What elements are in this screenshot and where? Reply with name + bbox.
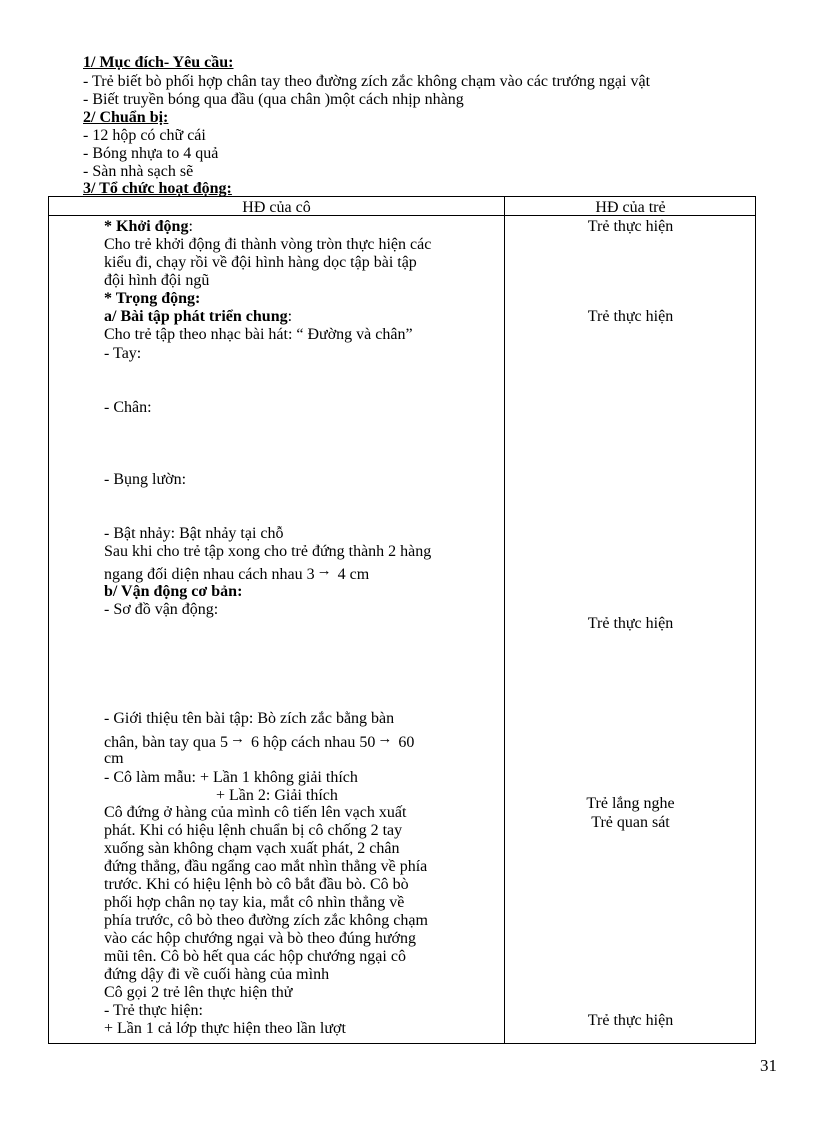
exercise-chan: - Chân: — [104, 399, 152, 416]
gioi-thieu-text-a: chân, bàn tay qua 5 — [104, 734, 228, 751]
muc-dich-item-1: - Trẻ biết bò phối hợp chân tay theo đường zích zắc không chạm vào các trướng ngại vật — [83, 73, 651, 90]
co-lam-mau-line-1: - Cô làm mẫu: + Lần 1 không giải thích — [104, 769, 358, 786]
section-title-chuan-bi: 2/ Chuẩn bị: — [83, 109, 169, 126]
co-lam-mau-line-2: + Lần 2: Giải thích — [216, 787, 338, 804]
giai-thich-line-2: phát. Khi có hiệu lệnh chuẩn bị cô chống 2 tay — [104, 822, 403, 839]
giai-thich-line-10: đứng dậy đi về cuối hàng của mình — [104, 966, 330, 983]
exercise-tay: - Tay: — [104, 345, 142, 362]
arrow-right-icon: → — [377, 731, 393, 747]
gioi-thieu-line-2 — [104, 731, 414, 751]
khoi-dong-title: * Khởi động — [104, 218, 189, 235]
giai-thich-line-6: phối hợp chân nọ tay kia, mắt cô nhìn thẳng về — [104, 894, 405, 911]
trong-dong-heading: * Trọng động: — [104, 290, 201, 307]
activity-table — [48, 196, 756, 1044]
child-activity-4b: Trẻ quan sát — [591, 814, 670, 831]
giai-thich-line-4: đứng thẳng, đầu ngẩng cao mắt nhìn thẳng về phía — [104, 858, 428, 875]
bai-tap-intro: Cho trẻ tập theo nhạc bài hát: “ Đường và chân” — [104, 326, 413, 343]
col-header-children: HĐ của trẻ — [595, 199, 666, 216]
chuan-bi-item-3: - Sàn nhà sạch sẽ — [83, 163, 194, 180]
gioi-thieu-line-1: - Giới thiệu tên bài tập: Bò zích zắc bằng bàn — [104, 710, 395, 727]
child-activity-5: Trẻ thực hiện — [587, 1012, 674, 1029]
khoi-dong-line-2: kiểu đi, chạy rồi về đội hình hàng dọc tập bài tập — [104, 254, 417, 271]
tre-thuc-hien-heading: - Trẻ thực hiện: — [104, 1002, 203, 1019]
chuan-bi-item-1: - 12 hộp có chữ cái — [83, 127, 206, 144]
gioi-thieu-text-b: 6 hộp cách nhau 50 — [246, 734, 376, 751]
sau-khi-line-1: Sau khi cho trẻ tập xong cho trẻ đứng thành 2 hàng — [104, 543, 432, 560]
chuan-bi-item-2: - Bóng nhựa to 4 quả — [83, 145, 219, 162]
khoi-dong-heading — [104, 218, 193, 235]
giai-thich-line-8: vào các hộp chướng ngại và bò theo đúng hướng — [104, 930, 416, 947]
gioi-thieu-text-c: 60 — [394, 734, 415, 751]
so-do-van-dong: - Sơ đồ vận động: — [104, 601, 219, 618]
khoi-dong-line-1: Cho trẻ khởi động đi thành vòng tròn thực hiện các — [104, 236, 432, 253]
bai-tap-heading — [104, 308, 292, 325]
child-activity-4a: Trẻ lắng nghe — [586, 795, 675, 812]
sau-khi-line-2 — [104, 563, 369, 583]
section-title-to-chuc: 3/ Tổ chức hoạt động: — [83, 180, 232, 197]
khoi-dong-line-3: đội hình đội ngũ — [104, 272, 210, 289]
bai-tap-colon: : — [287, 308, 293, 325]
khoi-dong-colon: : — [188, 218, 193, 235]
co-goi-tre: Cô gọi 2 trẻ lên thực hiện thử — [104, 984, 293, 1001]
section-title-muc-dich: 1/ Mục đích- Yêu cầu: — [83, 54, 234, 71]
lan-1-line: + Lần 1 cả lớp thực hiện theo lần lượt — [104, 1020, 346, 1037]
page-number: 31 — [760, 1056, 777, 1075]
giai-thich-line-7: phía trước, cô bò theo đường zích zắc không chạm — [104, 912, 428, 929]
muc-dich-item-2: - Biết truyền bóng qua đầu (qua chân )một cách nhịp nhàng — [83, 91, 464, 108]
giai-thich-line-3: xuống sàn không chạm vạch xuất phát, 2 chân — [104, 840, 400, 857]
exercise-bat-nhay: - Bật nhảy: Bật nhảy tại chỗ — [104, 525, 284, 542]
van-dong-co-ban-heading: b/ Vận động cơ bản: — [104, 583, 243, 600]
giai-thich-line-9: mũi tên. Cô bò hết qua các hộp chướng ngại cô — [104, 948, 406, 965]
arrow-right-icon: → — [229, 731, 245, 747]
exercise-bung: - Bụng lườn: — [104, 471, 187, 488]
col-header-teacher: HĐ của cô — [242, 199, 311, 216]
sau-khi-text-a: ngang đối diện nhau cách nhau 3 — [104, 566, 315, 583]
giai-thich-line-1: Cô đứng ở hàng của mình cô tiến lên vạch xuất — [104, 804, 407, 821]
child-activity-1: Trẻ thực hiện — [587, 218, 674, 235]
arrow-right-icon: → — [316, 563, 332, 579]
bai-tap-title: a/ Bài tập phát triển chung — [104, 308, 288, 325]
child-activity-2: Trẻ thực hiện — [587, 308, 674, 325]
sau-khi-text-b: 4 cm — [333, 566, 370, 583]
child-activity-3: Trẻ thực hiện — [587, 615, 674, 632]
gioi-thieu-line-3: cm — [104, 750, 124, 767]
giai-thich-line-5: trước. Khi có hiệu lệnh bò cô bắt đầu bò. Cô bò — [104, 876, 409, 893]
